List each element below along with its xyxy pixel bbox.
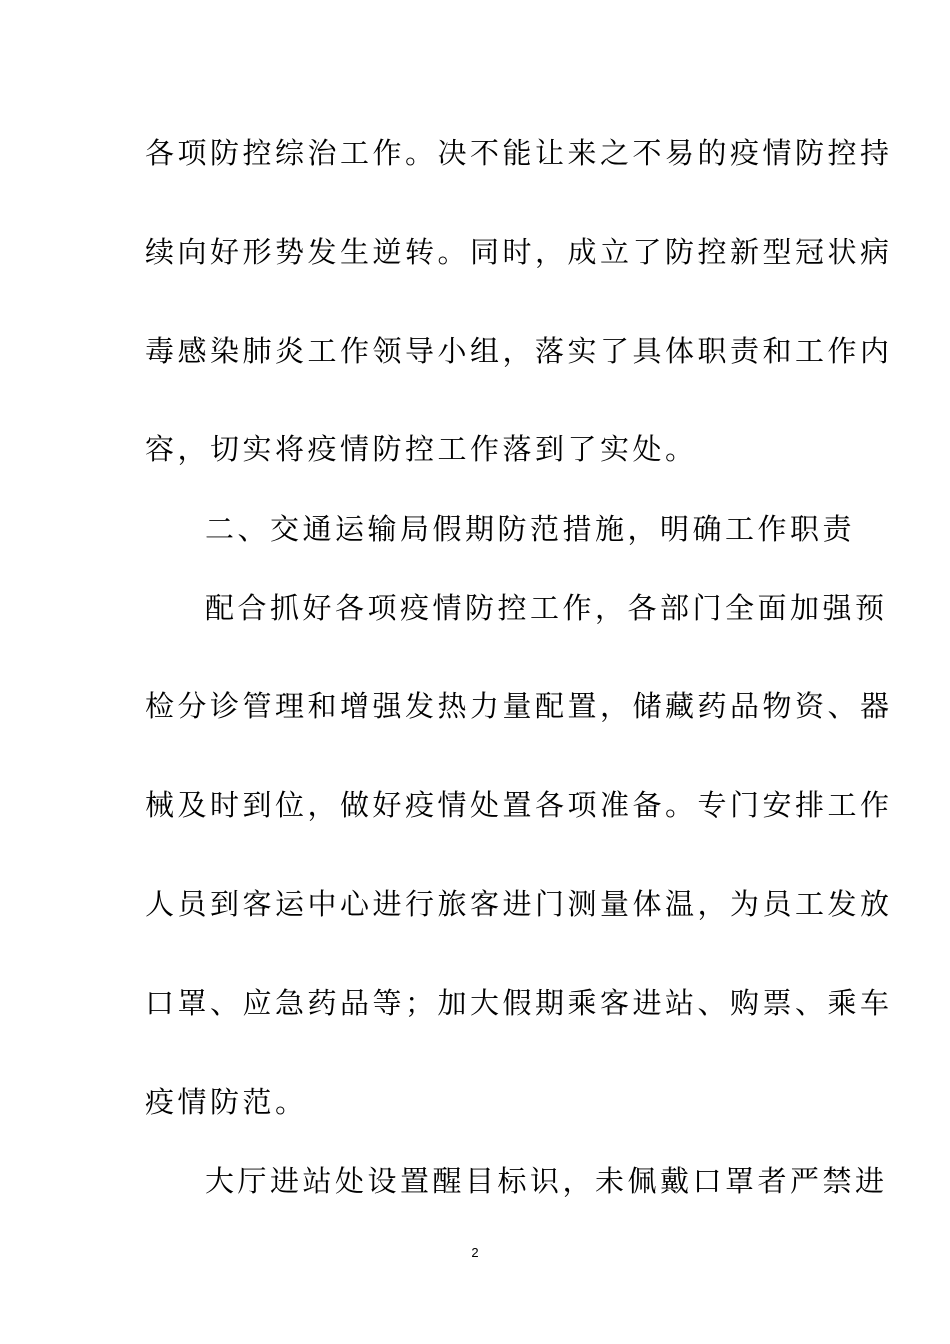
body-text-line: 口罩、应急药品等；加大假期乘客进站、购票、乘车 bbox=[145, 986, 893, 1020]
body-text-line: 毒感染肺炎工作领导小组，落实了具体职责和工作内 bbox=[145, 334, 893, 368]
body-text-line: 疫情防范。 bbox=[145, 1085, 308, 1119]
body-text-line: 械及时到位，做好疫情处置各项准备。专门安排工作 bbox=[145, 788, 893, 822]
paragraph-first-line: 大厅进站处设置醒目标识，未佩戴口罩者严禁进 bbox=[205, 1164, 888, 1198]
body-text-line: 容，切实将疫情防控工作落到了实处。 bbox=[145, 432, 698, 466]
page-number: 2 bbox=[471, 1245, 479, 1260]
section-heading: 二、交通运输局假期防范措施，明确工作职责 bbox=[205, 512, 856, 546]
body-text-line: 各项防控综治工作。决不能让来之不易的疫情防控持 bbox=[145, 136, 893, 170]
body-text-line: 人员到客运中心进行旅客进门测量体温，为员工发放 bbox=[145, 887, 893, 921]
body-text-line: 检分诊管理和增强发热力量配置，储藏药品物资、器 bbox=[145, 689, 893, 723]
paragraph-first-line: 配合抓好各项疫情防控工作，各部门全面加强预 bbox=[205, 591, 888, 625]
body-text-line: 续向好形势发生逆转。同时，成立了防控新型冠状病 bbox=[145, 235, 893, 269]
